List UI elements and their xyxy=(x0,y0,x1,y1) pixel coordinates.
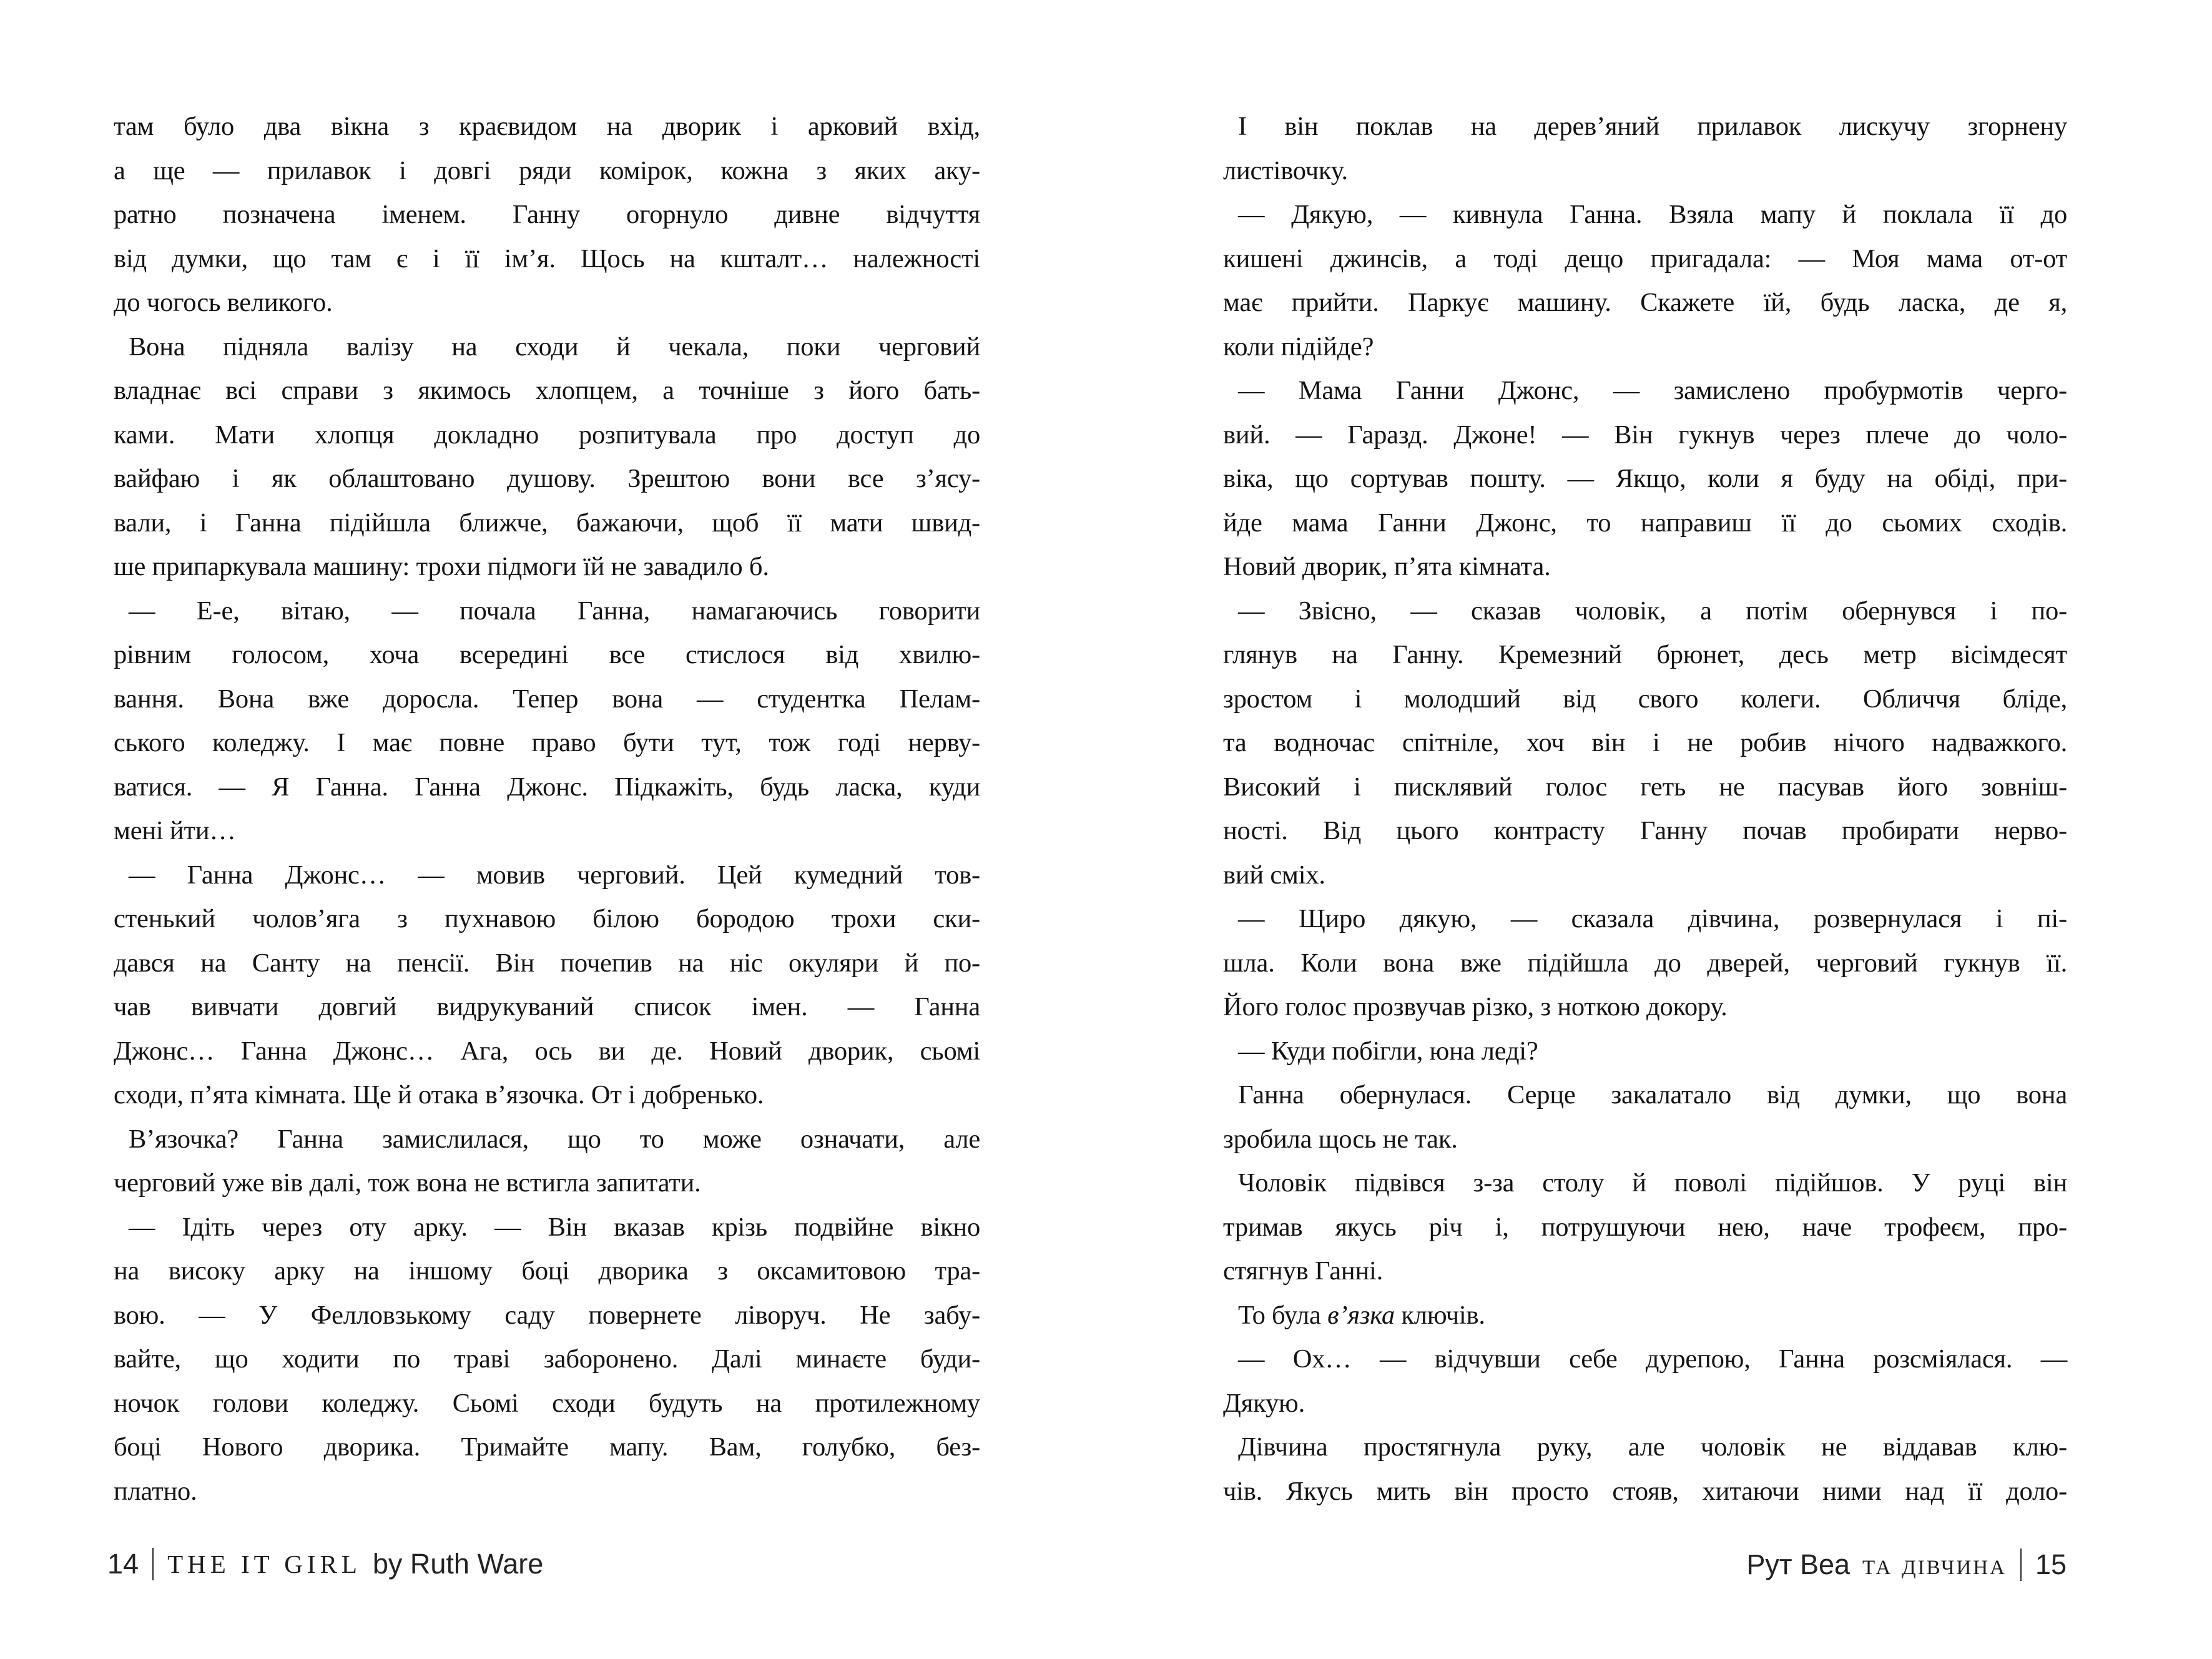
text-line: І він поклав на дерев’яний прилавок лискучу згорнену xyxy=(1238,112,2067,141)
text-line: ночок голови коледжу. Сьомі сходи будуть на протилежному xyxy=(114,1388,980,1418)
text-line: Вона підняла валізу на сходи й чекала, поки черговий xyxy=(129,332,980,362)
left-page-footer xyxy=(107,1548,543,1580)
text-line: дався на Санту на пенсії. Він почепив на ніс окуляри й по- xyxy=(114,948,980,978)
text-line: має прийти. Паркує машину. Скажете їй, будь ласка, де я, xyxy=(1223,288,2067,317)
left-page-text-column xyxy=(114,105,980,1514)
running-title-english: THE IT GIRL xyxy=(167,1550,361,1578)
left-page-number: 14 xyxy=(107,1548,139,1580)
right-page-footer xyxy=(1746,1548,2067,1582)
text-line: Дівчина простягнула руку, але чоловік не віддавав клю- xyxy=(1238,1432,2067,1462)
text-line: ності. Від цього контрасту Ганну почав пробирати нерво- xyxy=(1223,816,2067,845)
text-line: вий сміх. xyxy=(1223,860,1325,890)
text-line: В’язочка? Ганна замислилася, що то може означати, але xyxy=(129,1124,980,1154)
text-line: там було два вікна з краєвидом на дворик і арковий вхід, xyxy=(114,112,980,141)
footer-divider-bar xyxy=(152,1548,154,1580)
running-author-english: by Ruth Ware xyxy=(372,1548,544,1580)
text-line: стягнув Ганні. xyxy=(1223,1256,1384,1286)
text-line: зробила щось не так. xyxy=(1223,1124,1458,1154)
text-line: на високу арку на іншому боці дворика з оксамитовою тра- xyxy=(114,1256,980,1286)
text-line: зростом і молодший від свого колеги. Обличчя бліде, xyxy=(1223,684,2067,714)
text-line: Його голос прозвучав різко, з ноткою докору. xyxy=(1223,992,1728,1021)
text-line: ватися. — Я Ганна. Ганна Джонс. Підкажіть, будь ласка, куди xyxy=(114,772,980,802)
text-line: — Ганна Джонс… — мовив черговий. Цей кумедний тов- xyxy=(129,860,980,890)
text-line: чів. Якусь мить він просто стояв, хитаючи ними над її доло- xyxy=(1223,1476,2067,1506)
text-line: мені йти… xyxy=(114,816,236,845)
text-line: вання. Вона вже доросла. Тепер вона — студентка Пелам- xyxy=(114,684,980,714)
text-line: йде мама Ганни Джонс, то направиш її до сьомих сходів. xyxy=(1223,508,2067,538)
text-line: глянув на Ганну. Кремезний брюнет, десь метр вісімдесят xyxy=(1223,640,2067,669)
text-line: Ганна обернулася. Серце закалатало від думки, що вона xyxy=(1238,1080,2067,1110)
text-line: тримав якусь річ і, потрушуючи нею, наче трофеєм, про- xyxy=(1223,1212,2067,1242)
text-line: Дякую. xyxy=(1223,1388,1305,1418)
text-line: ше припаркувала машину: трохи підмоги їй не завадило б. xyxy=(114,552,769,581)
text-line: Чоловік підвівся з-за столу й поволі підійшов. У руці він xyxy=(1238,1168,2067,1198)
text-line: Новий дворик, п’ята кімната. xyxy=(1223,552,1551,581)
text-line: сходи, п’ята кімната. Ще й отака в’язочка. От і добренько. xyxy=(114,1080,764,1110)
running-title-ukrainian: та дівчина xyxy=(1862,1548,2007,1581)
text-line: коли підійде? xyxy=(1223,332,1374,362)
text-line: шла. Коли вона вже підійшла до дверей, черговий гукнув її. xyxy=(1223,948,2067,978)
text-line: — Ідіть через оту арку. — Він вказав крізь подвійне вікно xyxy=(129,1212,980,1242)
text-line: — Звісно, — сказав чоловік, а потім обернувся і по- xyxy=(1238,596,2067,626)
text-line: рівним голосом, хоча всередині все стислося від хвилю- xyxy=(114,640,980,669)
text-line: а ще — прилавок і довгі ряди комірок, кожна з яких аку- xyxy=(114,155,980,185)
text-line: вою. — У Фелловзькому саду повернете ліворуч. Не забу- xyxy=(114,1300,980,1330)
text-line: черговий уже вів далі, тож вона не встигла запитати. xyxy=(114,1168,701,1198)
running-author-ukrainian: Рут Веа xyxy=(1746,1548,1851,1580)
footer-divider-bar xyxy=(2020,1548,2022,1581)
text-line: вайте, що ходити по траві заборонено. Далі минаєте буди- xyxy=(114,1344,980,1374)
text-line: до чогось великого. xyxy=(114,288,333,317)
text-line: Джонс… Ганна Джонс… Ага, ось ви де. Новий дворик, сьомі xyxy=(114,1036,980,1066)
text-line: віка, що сортував пошту. — Якщо, коли я буду на обіді, при- xyxy=(1223,464,2067,493)
text-line: — Куди побігли, юна леді? xyxy=(1238,1036,1538,1066)
text-line: чав вивчати довгий видрукуваний список імен. — Ганна xyxy=(114,992,980,1021)
text-line: владнає всі справи з якимось хлопцем, а точніше з його бать- xyxy=(114,376,980,405)
text-line: вий. — Гаразд. Джоне! — Він гукнув через плече до чоло- xyxy=(1223,420,2067,450)
text-line: від думки, що там є і її ім’я. Щось на кшталт… належності xyxy=(114,244,980,273)
text-line: платно. xyxy=(114,1476,197,1506)
text-line: ського коледжу. І має повне право бути тут, тож годі нерву- xyxy=(114,728,980,757)
text-line: кишені джинсів, а тоді дещо пригадала: — Моя мама от-от xyxy=(1223,244,2067,273)
text-line: — Е-е, вітаю, — почала Ганна, намагаючись говорити xyxy=(129,596,980,626)
text-line: стенький чолов’яга з пухнавою білою бородою трохи ски- xyxy=(114,904,980,933)
text-line: То була в’язка ключів. xyxy=(1238,1300,1485,1330)
text-line: — Мама Ганни Джонс, — замислено пробурмотів черго- xyxy=(1238,376,2067,405)
text-line: листівочку. xyxy=(1223,155,1348,185)
text-line: та водночас спітніле, хоч він і не робив нічого надважкого. xyxy=(1223,728,2067,757)
text-line: — Ох… — відчувши себе дурепою, Ганна розсміялася. — xyxy=(1238,1344,2067,1374)
text-line: ратно позначена іменем. Ганну огорнуло дивне відчуття xyxy=(114,200,980,229)
text-line: — Щиро дякую, — сказала дівчина, розвернулася і пі- xyxy=(1238,904,2067,933)
right-page-number: 15 xyxy=(2035,1548,2067,1580)
text-line: вали, і Ганна підійшла ближче, бажаючи, щоб її мати швид- xyxy=(114,508,980,538)
text-line: боці Нового дворика. Тримайте мапу. Вам, голубко, без- xyxy=(114,1432,980,1462)
text-line: ками. Мати хлопця докладно розпитувала про доступ до xyxy=(114,420,980,450)
text-line: Високий і писклявий голос геть не пасував його зовніш- xyxy=(1223,772,2067,802)
right-page-text-column xyxy=(1223,105,2067,1514)
text-line: — Дякую, — кивнула Ганна. Взяла мапу й поклала її до xyxy=(1238,200,2067,229)
text-line: вайфаю і як облаштовано душову. Зрештою вони все з’ясу- xyxy=(114,464,980,493)
